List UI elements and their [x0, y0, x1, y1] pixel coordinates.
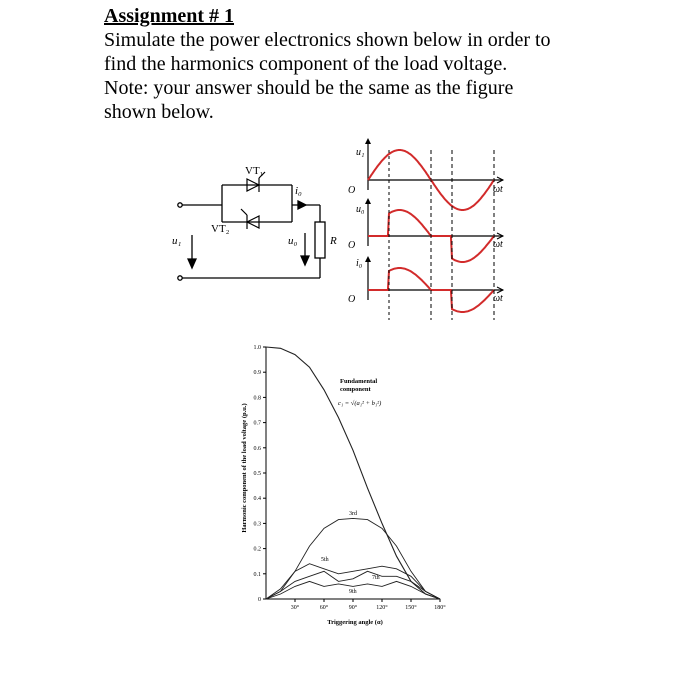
current-label: i₀: [295, 185, 302, 197]
io-axis-label: i₀: [356, 258, 363, 269]
input-voltage-arrow-icon: [188, 259, 196, 268]
io-value-axis-arrow-icon: [365, 256, 371, 262]
y-tick-label-8: 0.8: [253, 395, 261, 402]
series-label-9th: 9th: [349, 589, 357, 595]
y-tick-label-2: 0.2: [253, 546, 261, 553]
y-tick-label-3: 0.3: [253, 521, 261, 528]
series-line-1: [266, 518, 440, 599]
output-voltage-arrow-icon: [301, 256, 309, 265]
uo-value-axis-arrow-icon: [365, 198, 371, 204]
origin-label-1: O: [348, 185, 356, 196]
assignment-line-2: find the harmonics component of the load voltage.: [104, 53, 508, 75]
vt1-label: VT₁: [245, 165, 264, 177]
u1-axis-label: u₁: [356, 147, 365, 158]
current-arrow-icon: [298, 201, 306, 209]
y-tick-label-5: 0.5: [253, 471, 261, 477]
omega-t-label-2: ωt: [493, 239, 503, 250]
series-label-7th: 7th: [372, 575, 380, 581]
origin-label-3: O: [348, 294, 356, 305]
output-voltage-label: u₀: [288, 235, 298, 247]
resistor-label: R: [330, 235, 337, 247]
u1-value-axis-arrow-icon: [365, 138, 371, 144]
origin-label-2: O: [348, 240, 356, 251]
y-tick-label-10: 1.0: [253, 345, 261, 351]
series-label-3rd: 3rd: [349, 511, 357, 517]
circuit-diagram: [178, 185, 325, 280]
x-tick-label-2: 90°: [348, 605, 358, 611]
x-tick-label-0: 30°: [290, 605, 300, 611]
x-tick-label-1: 60°: [319, 605, 329, 611]
fundamental-label-line2: component: [340, 386, 371, 393]
y-tick-label-0: 0: [258, 597, 261, 603]
y-tick-label-6: 0.6: [253, 445, 261, 452]
input-voltage-label: u₁: [172, 235, 182, 247]
assignment-line-4: shown below.: [104, 101, 214, 123]
y-tick-label-7: 0.7: [253, 420, 261, 427]
vt2-label: VT₂: [211, 223, 230, 235]
y-tick-label-4: 0.4: [253, 496, 261, 503]
series-label-5th: 5th: [321, 557, 329, 563]
assignment-heading: Assignment # 1: [104, 5, 235, 27]
assignment-line-1: Simulate the power electronics shown below in order to: [104, 29, 551, 51]
x-tick-label-3: 120°: [376, 605, 388, 611]
omega-t-label-3: ωt: [493, 293, 503, 304]
chart-x-axis-label: Triggering angle (α): [327, 619, 383, 626]
waveform-plots: [365, 138, 503, 320]
x-tick-label-5: 180°: [434, 605, 446, 611]
thyristor-vt2-icon: [241, 209, 259, 229]
assignment-line-3: Note: your answer should be the same as the figure: [104, 77, 514, 99]
y-tick-label-9: 0.9: [253, 370, 261, 377]
fundamental-label-line1: Fundamental: [340, 378, 378, 385]
omega-t-label-1: ωt: [493, 184, 503, 195]
x-tick-label-4: 150°: [405, 605, 417, 611]
uo-axis-label: u₀: [356, 204, 365, 215]
chart-y-axis-label: Harmonic component of the load voltage (p.u.): [241, 403, 248, 533]
y-tick-label-1: 0.1: [253, 571, 261, 578]
fundamental-formula: c₁ = √(a₁² + b₁²): [338, 400, 382, 407]
